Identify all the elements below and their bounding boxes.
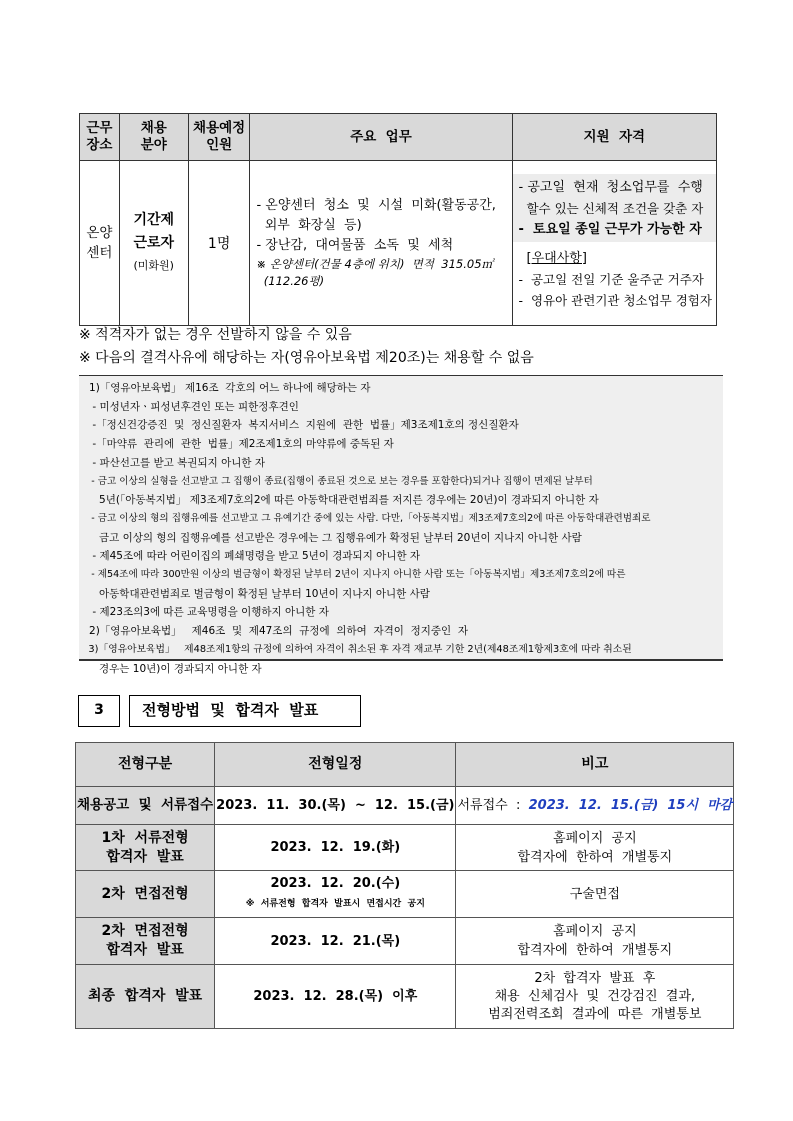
stage-remark: 구술면접 — [456, 871, 734, 918]
disq-line: - 금고 이상의 형의 집행유예를 선고받고 그 유예기간 중에 있는 사람. 다만,「아동복지법」제3조제7호의2에 따른 아동학대관련범죄로 — [79, 512, 651, 524]
disq-line: 아동학대관련범죄로 벌금형이 확정된 날부터 10년이 지나지 아니한 사람 — [79, 587, 430, 600]
duty-line: 외부 화장실 등) — [256, 218, 362, 233]
header-place: 근무 장소 — [80, 114, 120, 161]
cell-field: 기간제 근로자 (미화원) — [119, 161, 188, 326]
header-duties: 주요 업무 — [250, 114, 512, 161]
header-count: 채용예정 인원 — [188, 114, 250, 161]
disq-line: - 제54조에 따라 300만원 이상의 벌금형이 확정된 날부터 2년이 지나지 아니한 사람 또는「아동복지법」제3조제7호의2에 따른 — [79, 569, 626, 581]
preference-item: - 공고일 전일 기준 울주군 거주자 — [518, 271, 704, 287]
job-table — [79, 113, 717, 326]
remark-prefix: 서류접수 : — [457, 798, 529, 813]
disq-line: 1)「영유아보육법」 제16조 각호의 어느 하나에 해당하는 자 — [79, 382, 371, 394]
stage-label: 채용공고 및 서류접수 — [76, 787, 215, 825]
disq-line: 경우는 10년)이 경과되지 아니한 자 — [79, 662, 262, 675]
disq-line: - 파산선고를 받고 복권되지 아니한 자 — [79, 456, 265, 469]
schedule-row — [76, 825, 734, 871]
disqualification-box — [79, 375, 723, 675]
stage-remark: 홈페이지 공지 합격자에 한하여 개별통지 — [456, 918, 734, 965]
preference-block — [513, 242, 716, 313]
header-field: 채용 분야 — [119, 114, 188, 161]
stage-label: 2차 면접전형 합격자 발표 — [76, 918, 215, 965]
cell-qualifications — [512, 161, 716, 326]
preference-item: - 영유아 관련기관 청소업무 경험자 — [518, 292, 712, 308]
note-disqualification: ※ 다음의 결격사유에 해당하는 자(영유아보육법 제20조)는 채용할 수 없음 — [79, 350, 534, 366]
duty-note: ※ 온양센터(건물 4층에 위치) 면적 315.05㎡ — [256, 257, 494, 271]
disq-line: 5년(「아동복지법」 제3조제7호의2에 따른 아동학대관련범죄를 저지른 경우에는 20년)이 경과되지 아니한 자 — [79, 494, 599, 507]
disq-line: -「마약류 관리에 관한 법률」제2조제1호의 마약류에 중독된 자 — [79, 438, 394, 451]
schedule-header — [76, 743, 734, 787]
stage-remark: 2차 합격자 발표 후 채용 신체검사 및 건강검진 결과, 범죄전력조회 결과에 따른 개별통보 — [456, 965, 734, 1029]
stage-date: 2023. 12. 20.(수) ※ 서류전형 합격자 발표시 면접시간 공지 — [215, 871, 456, 918]
stage-date: 2023. 12. 28.(목) 이후 — [215, 965, 456, 1029]
qual-line: - 공고일 현재 청소업무를 수행 — [518, 179, 703, 195]
schedule-row — [76, 918, 734, 965]
qual-bold-line: - 토요일 종일 근무가 가능한 자 — [518, 221, 702, 237]
cell-duties — [250, 161, 512, 326]
stage-remark: 홈페이지 공지 합격자에 한하여 개별통지 — [456, 825, 734, 871]
note-no-candidate: ※ 적격자가 없는 경우 선발하지 않을 수 있음 — [79, 327, 352, 343]
schedule-row — [76, 787, 734, 825]
disq-line: - 제23조의3에 따른 교육명령을 이행하지 아니한 자 — [79, 606, 329, 619]
stage-remark — [456, 787, 734, 825]
section-number: 3 — [78, 695, 120, 727]
section-title: 전형방법 및 합격자 발표 — [129, 695, 361, 727]
qual-line: 할수 있는 신체적 조건을 갖춘 자 — [518, 200, 704, 216]
stage-label: 최종 합격자 발표 — [76, 965, 215, 1029]
disq-line: - 제45조에 따라 어린이집의 폐쇄명령을 받고 5년이 경과되지 아니한 자 — [79, 550, 421, 563]
deadline-highlight: 2023. 12. 15.(금) 15시 마감 — [528, 798, 733, 813]
job-table-header — [80, 114, 717, 161]
schedule-row — [76, 871, 734, 918]
cell-count: 1명 — [188, 161, 250, 326]
qualification-main — [513, 174, 716, 242]
duty-line: - 온양센터 청소 및 시설 미화(활동공간, — [256, 198, 496, 213]
header-qualifications: 지원 자격 — [512, 114, 716, 161]
disq-line: 금고 이상의 형의 집행유예를 선고받은 경우에는 그 집행유예가 확정된 날부터 20년이 지나지 아니한 사람 — [79, 531, 582, 544]
date-note: ※ 서류전형 합격자 발표시 면접시간 공지 — [245, 899, 425, 909]
disq-line: - 금고 이상의 실형을 선고받고 그 집행이 종료(집행이 종료된 것으로 보는 경우를 포함한다)되거나 집행이 면제된 날부터 — [79, 475, 593, 487]
header-stage: 전형구분 — [76, 743, 215, 787]
stage-label: 1차 서류전형 합격자 발표 — [76, 825, 215, 871]
header-date: 전형일정 — [215, 743, 456, 787]
job-table-row — [80, 161, 717, 326]
disq-line: 3)「영유아보육법」 제48조제1항의 규정에 의하여 자격이 취소된 후 자격 재교부 기한 2년(제48조제1항제3호에 따라 취소된 — [79, 643, 632, 655]
disq-line: - 미성년자ㆍ피성년후견인 또는 피한정후견인 — [79, 400, 299, 413]
disq-line: 2)「영유아보육법」 제46조 및 제47조의 규정에 의하여 자격이 정지중인 자 — [79, 625, 468, 638]
stage-date: 2023. 12. 21.(목) — [215, 918, 456, 965]
duty-note: (112.26평) — [256, 274, 325, 288]
stage-label: 2차 면접전형 — [76, 871, 215, 918]
header-remark: 비고 — [456, 743, 734, 787]
stage-date: 2023. 11. 30.(목) ~ 12. 15.(금) — [215, 787, 456, 825]
disq-line: -「정신건강증진 및 정신질환자 복지서비스 지원에 관한 법률」제3조제1호의 정신질환자 — [79, 419, 519, 432]
schedule-row — [76, 965, 734, 1029]
stage-date: 2023. 12. 19.(화) — [215, 825, 456, 871]
schedule-table — [75, 742, 734, 1029]
cell-place: 온양 센터 — [80, 161, 120, 326]
preference-title: [우대사항] — [526, 250, 587, 266]
duty-line: - 장난감, 대여물품 소독 및 세척 — [256, 238, 454, 253]
